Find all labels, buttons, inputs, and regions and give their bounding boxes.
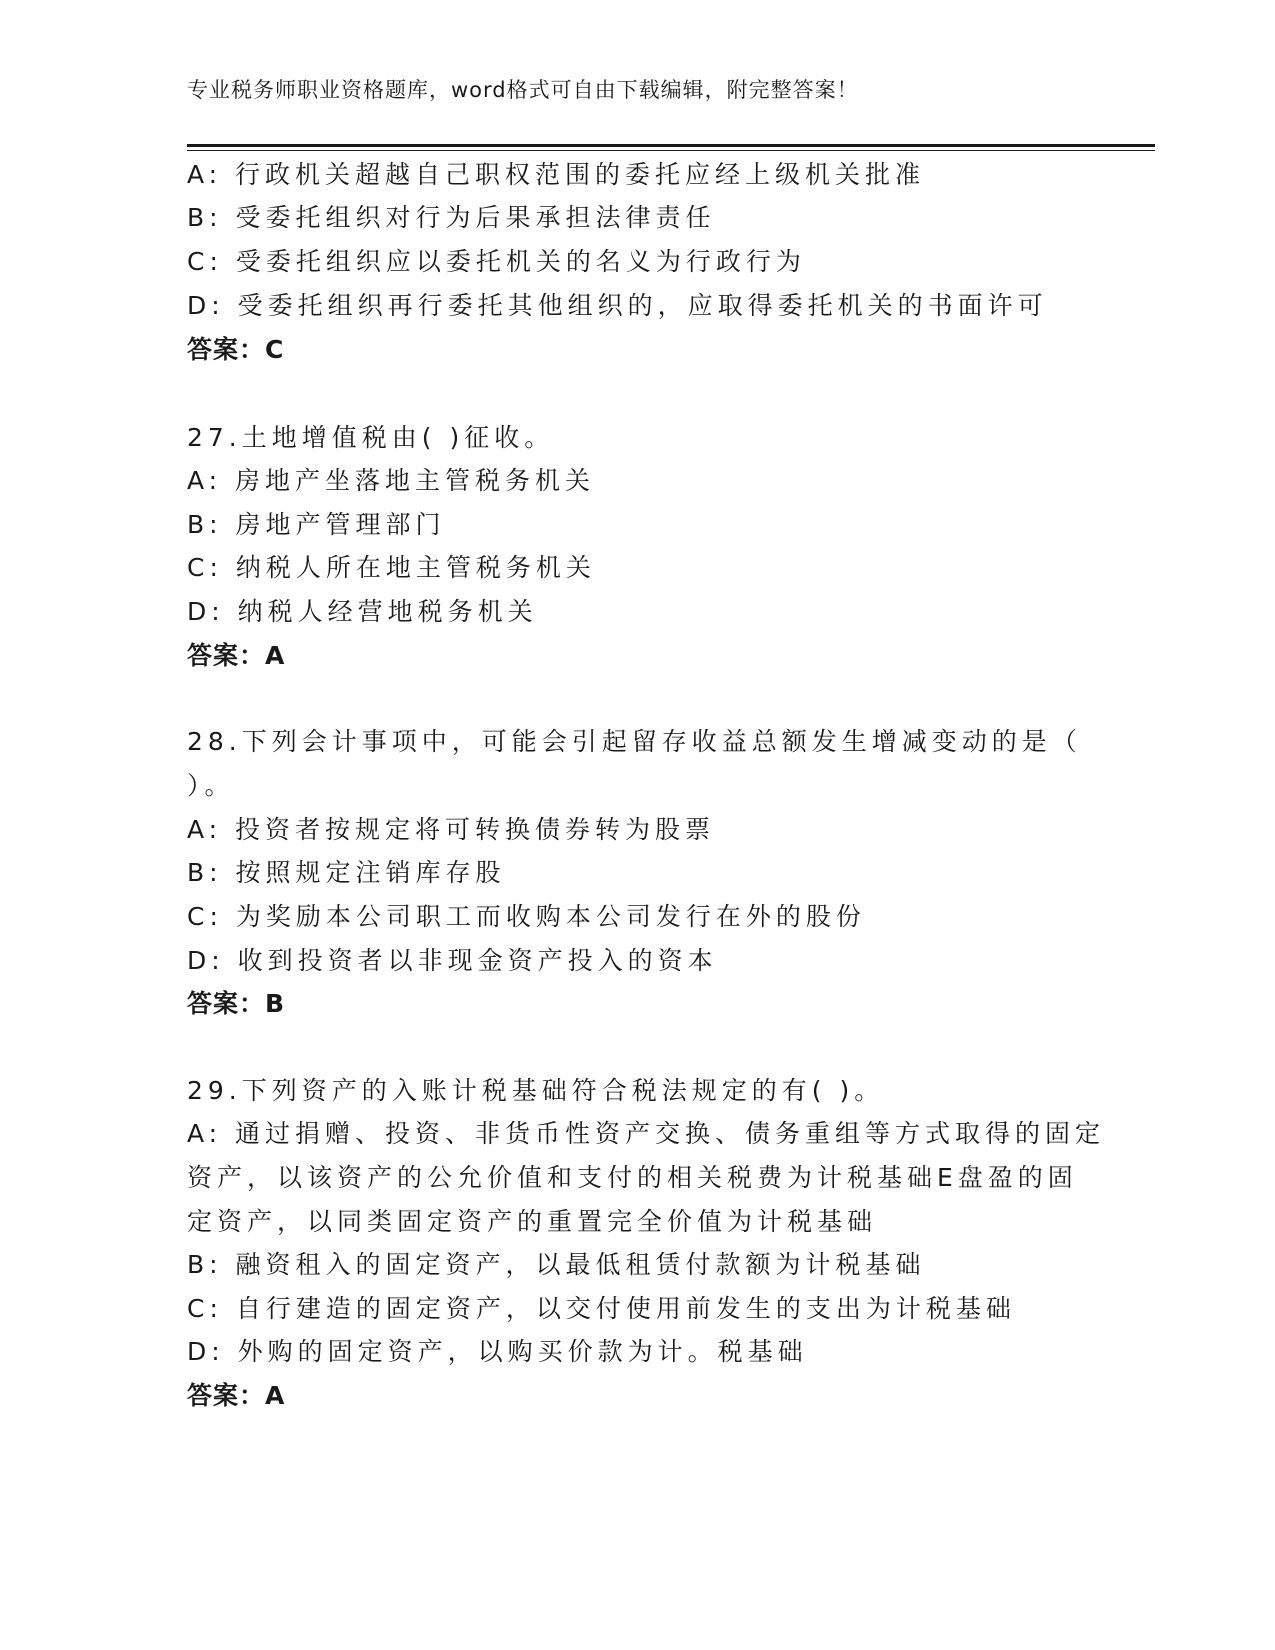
q26-option-d: D: 受委托组织再行委托其他组织的，应取得委托机关的书面许可: [187, 291, 1048, 320]
q28-option-b: B: 按照规定注销库存股: [187, 858, 506, 887]
q27-question: 27.土地增值税由( )征收。: [187, 423, 555, 452]
header-divider-thin: [187, 150, 1155, 151]
q29-option-c: C: 自行建造的固定资产，以交付使用前发生的支出为计税基础: [187, 1294, 1016, 1323]
q28-question: 28.下列会计事项中，可能会引起留存收益总额发生增减变动的是（: [187, 727, 1082, 756]
q28-answer: 答案：B: [187, 989, 286, 1018]
q29-option-a-cont1: 资产，以该资产的公允价值和支付的相关税费为计税基础E盘盈的固: [187, 1163, 1078, 1192]
page-header: 专业税务师职业资格题库，word格式可自由下载编辑，附完整答案！: [187, 78, 859, 102]
q26-option-a: A: 行政机关超越自己职权范围的委托应经上级机关批准: [187, 160, 926, 189]
q29-question: 29.下列资产的入账计税基础符合税法规定的有( )。: [187, 1076, 885, 1105]
q29-option-b: B: 融资租入的固定资产，以最低租赁付款额为计税基础: [187, 1250, 926, 1279]
q29-option-d: D: 外购的固定资产，以购买价款为计。税基础: [187, 1337, 808, 1366]
q27-answer: 答案：A: [187, 641, 286, 670]
q29-option-a: A: 通过捐赠、投资、非货币性资产交换、债务重组等方式取得的固定: [187, 1119, 1106, 1148]
q28-option-c: C: 为奖励本公司职工而收购本公司发行在外的股份: [187, 902, 866, 931]
q28-question-cont: ）。: [187, 771, 235, 800]
q26-answer: 答案：C: [187, 335, 285, 364]
header-divider-thick: [187, 144, 1155, 147]
q27-option-c: C: 纳税人所在地主管税务机关: [187, 553, 596, 582]
q27-option-a: A: 房地产坐落地主管税务机关: [187, 466, 596, 495]
q27-option-b: B: 房地产管理部门: [187, 510, 446, 539]
q28-option-d: D: 收到投资者以非现金资产投入的资本: [187, 946, 718, 975]
q29-option-a-cont2: 定资产，以同类固定资产的重置完全价值为计税基础: [187, 1207, 878, 1236]
q27-option-d: D: 纳税人经营地税务机关: [187, 597, 538, 626]
q29-answer: 答案：A: [187, 1381, 286, 1410]
q26-option-b: B: 受委托组织对行为后果承担法律责任: [187, 203, 716, 232]
q28-option-a: A: 投资者按规定将可转换债券转为股票: [187, 815, 716, 844]
q26-option-c: C: 受委托组织应以委托机关的名义为行政行为: [187, 247, 806, 276]
